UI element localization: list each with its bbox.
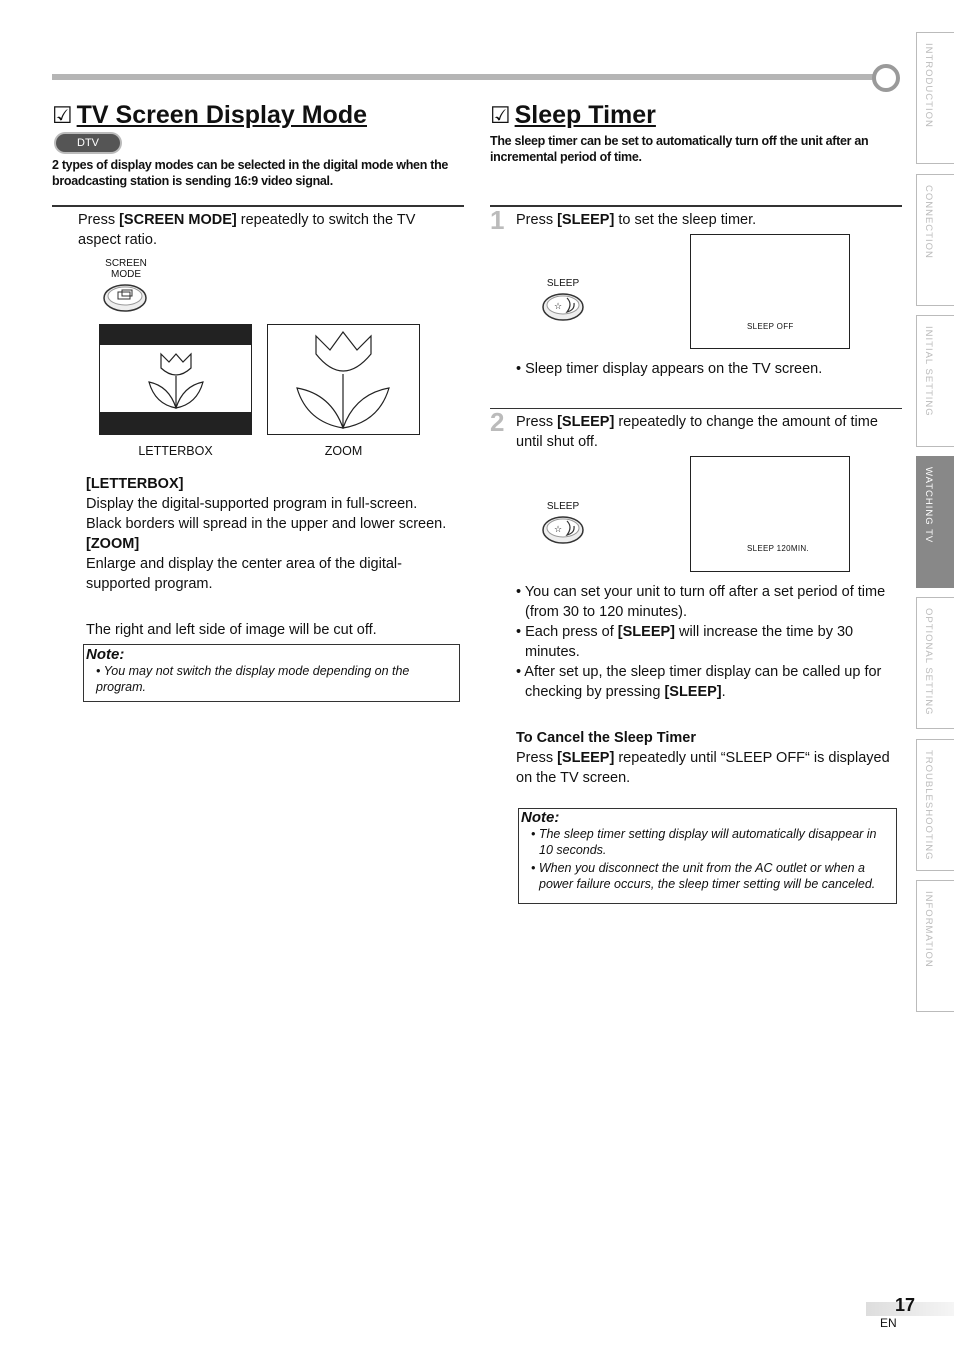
tab-optional-setting[interactable]: OPTIONAL SETTING bbox=[916, 597, 954, 729]
page-number: 17 bbox=[895, 1295, 916, 1315]
sleep-button-icon bbox=[541, 515, 585, 545]
header-bar bbox=[52, 74, 878, 80]
letterbox-description bbox=[86, 474, 456, 594]
osd-text-2: SLEEP 120MIN. bbox=[747, 544, 810, 553]
tab-introduction[interactable]: INTRODUCTION bbox=[916, 32, 954, 164]
zoom-caption: ZOOM bbox=[324, 444, 363, 458]
svg-text:☆: ☆ bbox=[554, 525, 563, 535]
note-title: Note: bbox=[86, 646, 125, 663]
dtv-badge: DTV bbox=[56, 134, 120, 152]
tab-initial-setting[interactable]: INITIAL SETTING bbox=[916, 315, 954, 447]
note-item: • You may not switch the display mode depending on the program. bbox=[96, 664, 410, 694]
tab-watching-tv[interactable]: WATCHING TV bbox=[916, 456, 954, 588]
bullet-3: • After set up, the sleep timer display can be called up for checking by pressing [SLEEP]. bbox=[516, 664, 882, 700]
sleep-button-icon bbox=[541, 292, 585, 322]
letterbox-text: Display the digital-supported program in full-screen. Black borders will spread in the upper and lower screen. bbox=[86, 496, 447, 532]
screen-mode-button-icon bbox=[103, 283, 149, 313]
tab-troubleshooting[interactable]: TROUBLESHOOTING bbox=[916, 739, 954, 871]
tv-screen-osd-1 bbox=[690, 234, 850, 349]
checkbox-icon: ☑ bbox=[52, 102, 73, 128]
zoom-text: Enlarge and display the center area of the digital-supported program. bbox=[86, 556, 402, 592]
sleep-step-2: Press [SLEEP] repeatedly to change the amount of time until shut off. bbox=[516, 414, 878, 450]
zoom-heading: [ZOOM] bbox=[86, 536, 140, 552]
screen-mode-step: Press [SCREEN MODE] repeatedly to switch the TV aspect ratio. bbox=[78, 212, 416, 248]
tab-connection[interactable]: CONNECTION bbox=[916, 174, 954, 306]
divider bbox=[490, 408, 902, 409]
sleep-step-1: Press [SLEEP] to set the sleep timer. bbox=[516, 212, 757, 228]
section-title-screen-mode bbox=[52, 100, 367, 130]
cancel-section: To Cancel the Sleep Timer Press [SLEEP] repeatedly until “SLEEP OFF“ is displayed on the TV screen. bbox=[516, 730, 890, 786]
bullet-1: • You can set your unit to turn off after a set period of time (from 30 to 120 minutes). bbox=[516, 584, 886, 620]
checkbox-icon: ☑ bbox=[490, 102, 511, 128]
note-box-left bbox=[83, 644, 460, 702]
screen-mode-intro: 2 types of display modes can be selected in the digital mode when the broadcasting station is sending 16:9 video signal. bbox=[52, 158, 449, 188]
section-title-sleep-timer bbox=[490, 100, 656, 130]
step-number-1: 1 bbox=[490, 205, 505, 235]
section-title-text: TV Screen Display Mode bbox=[76, 101, 367, 129]
sleep-intro: The sleep timer can be set to automatically turn off the unit after an incremental period of time. bbox=[490, 134, 869, 164]
tv-screen-osd-2 bbox=[690, 456, 850, 572]
svg-text:☆: ☆ bbox=[554, 302, 563, 312]
bullet-2: • Each press of [SLEEP] will increase the time by 30 minutes. bbox=[516, 624, 854, 660]
step1-bullet: • Sleep timer display appears on the TV screen. bbox=[516, 361, 823, 377]
note-item: • The sleep timer setting display will automatically disappear in 10 seconds. bbox=[531, 827, 877, 857]
cancel-heading: To Cancel the Sleep Timer bbox=[516, 730, 696, 746]
letterbox-heading: [LETTERBOX] bbox=[86, 476, 184, 492]
zoom-extra-text: The right and left side of image will be cut off. bbox=[86, 622, 377, 638]
note-item: • When you disconnect the unit from the AC outlet or when a power failure occurs, the sleep timer setting will be canceled. bbox=[531, 861, 876, 891]
page-language: EN bbox=[880, 1316, 897, 1330]
divider bbox=[490, 205, 902, 207]
divider bbox=[52, 205, 464, 207]
tab-information[interactable]: INFORMATION bbox=[916, 880, 954, 1012]
letterbox-caption: LETTERBOX bbox=[138, 444, 213, 458]
section-title-text: Sleep Timer bbox=[514, 101, 656, 129]
note-box-right bbox=[518, 808, 897, 904]
osd-text-1: SLEEP OFF bbox=[747, 322, 794, 331]
sleep-button-label: SLEEP bbox=[546, 278, 580, 289]
zoom-illustration bbox=[267, 324, 420, 435]
header-bar-circle bbox=[872, 64, 900, 92]
step-number-2: 2 bbox=[490, 407, 505, 437]
step2-bullets bbox=[516, 582, 896, 702]
screen-mode-button-label: SCREEN MODE bbox=[105, 258, 147, 280]
note-title: Note: bbox=[521, 809, 560, 826]
sleep-button-label: SLEEP bbox=[546, 501, 580, 512]
letterbox-illustration bbox=[99, 324, 252, 435]
